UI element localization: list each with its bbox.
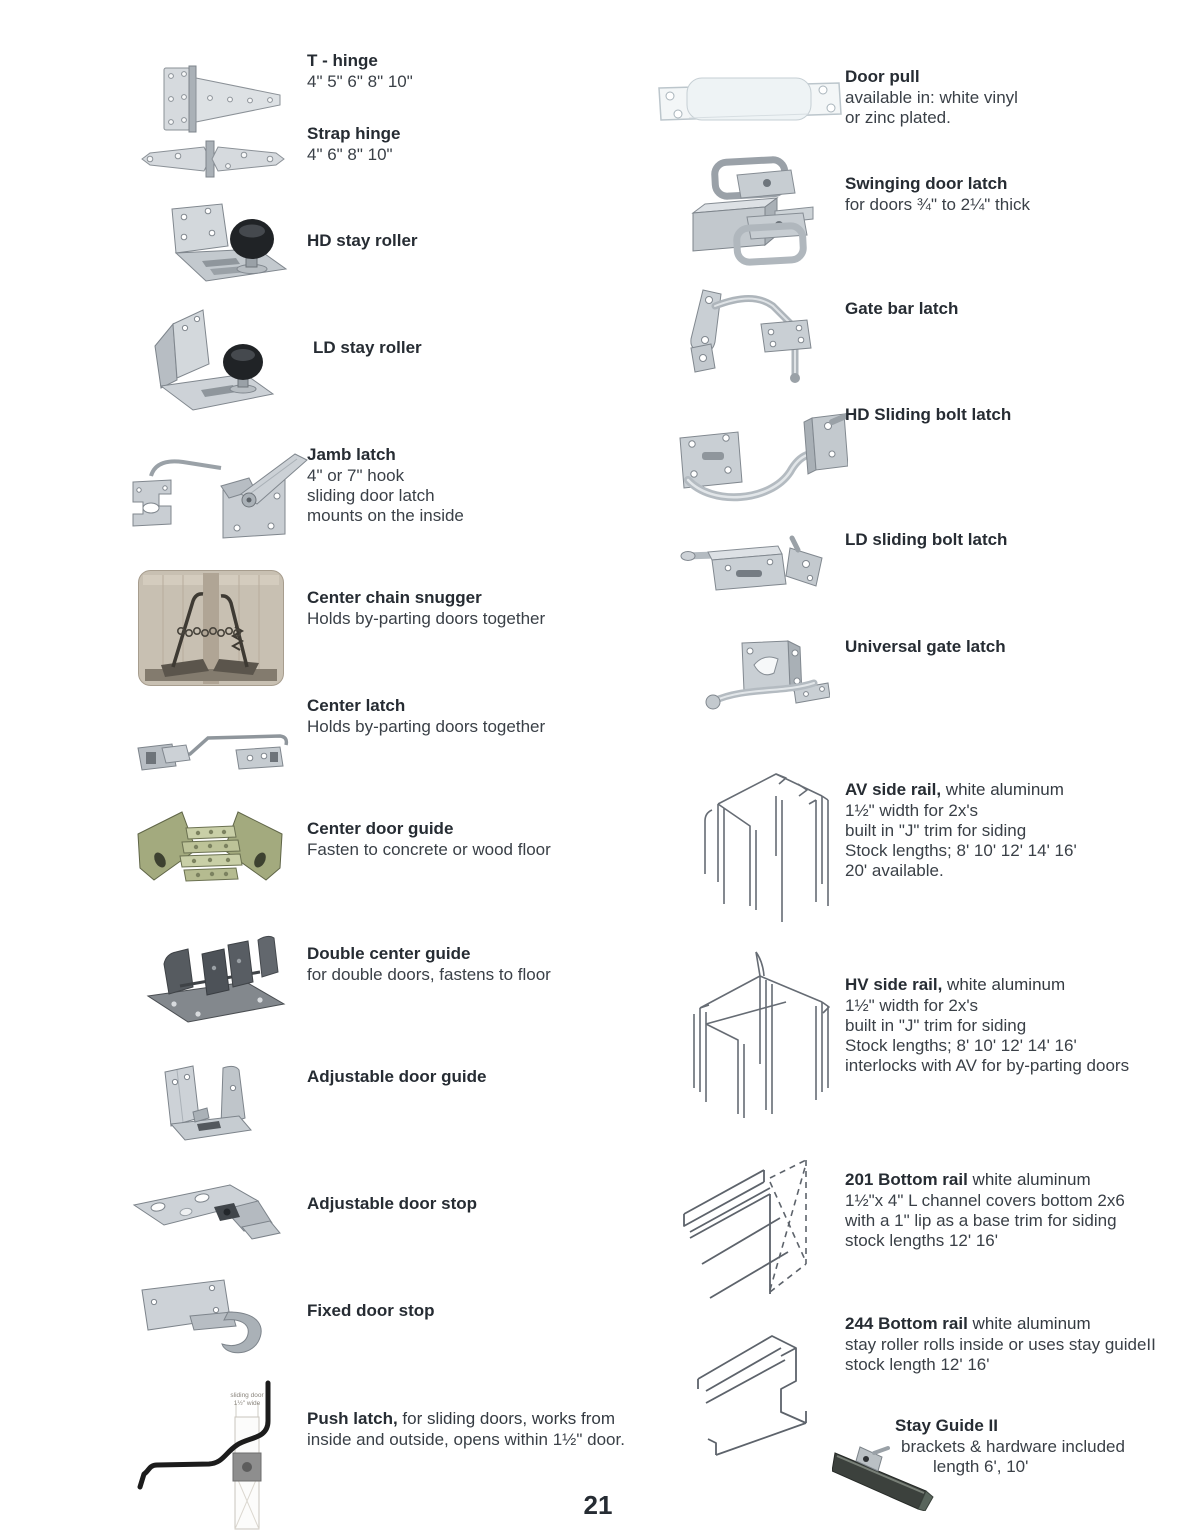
push-latch-illustration bbox=[135, 1379, 280, 1536]
item-line: Stock lengths; 8' 10' 12' 14' 16' bbox=[845, 1036, 1077, 1055]
center-chain-snugger-label bbox=[307, 587, 545, 629]
item-line: stock length 12' 16' bbox=[845, 1355, 990, 1374]
center-door-guide-image bbox=[130, 804, 290, 894]
diagram-label: sliding door bbox=[230, 1392, 264, 1399]
item-title: Universal gate latch bbox=[845, 637, 1006, 656]
jamb-latch-label bbox=[307, 444, 464, 526]
hd-stay-roller-illustration bbox=[150, 201, 290, 296]
item-title: T - hinge bbox=[307, 51, 378, 70]
item-line: available in: white vinyl bbox=[845, 88, 1018, 107]
universal-gate-latch-label bbox=[845, 636, 1006, 658]
gate-bar-latch-image bbox=[683, 286, 829, 394]
double-center-guide-image bbox=[140, 928, 290, 1030]
item-line: with a 1" lip as a base trim for siding bbox=[845, 1211, 1117, 1230]
strap-hinge-image bbox=[138, 138, 288, 180]
adjustable-door-guide-label bbox=[307, 1066, 486, 1088]
item-title: HD Sliding bolt latch bbox=[845, 405, 1012, 424]
item-title: 201 Bottom rail bbox=[845, 1170, 968, 1189]
fixed-door-stop-image bbox=[136, 1274, 282, 1360]
item-line: built in "J" trim for siding bbox=[845, 821, 1027, 840]
av-side-rail-image bbox=[690, 756, 830, 926]
item-title: Adjustable door stop bbox=[307, 1194, 477, 1213]
item-line: interlocks with AV for by-parting doors bbox=[845, 1056, 1130, 1075]
item-line: inside and outside, opens within 1½" door. bbox=[307, 1430, 625, 1449]
item-title: Stay Guide II bbox=[895, 1416, 998, 1435]
item-title: Center chain snugger bbox=[307, 588, 482, 607]
item-line: Holds by-parting doors together bbox=[307, 609, 546, 628]
item-title: LD stay roller bbox=[313, 338, 422, 357]
t-hinge-illustration bbox=[160, 64, 285, 134]
item-line: 1½" width for 2x's bbox=[845, 996, 979, 1015]
item-line: length 6', 10' bbox=[933, 1457, 1029, 1476]
center-latch-illustration bbox=[132, 716, 292, 771]
adjustable-door-guide-illustration bbox=[155, 1060, 255, 1150]
page-number: 21 bbox=[583, 1490, 613, 1520]
strap-hinge-illustration bbox=[138, 138, 288, 180]
hd-sliding-bolt-latch-label bbox=[845, 404, 1011, 426]
ld-sliding-bolt-latch-label bbox=[845, 529, 1007, 551]
universal-gate-latch-image bbox=[700, 639, 830, 721]
adjustable-door-stop-label bbox=[307, 1193, 477, 1215]
center-latch-image bbox=[132, 716, 292, 771]
item-title: Fixed door stop bbox=[307, 1301, 435, 1320]
item-line: built in "J" trim for siding bbox=[845, 1016, 1027, 1035]
item-title: Gate bar latch bbox=[845, 299, 959, 318]
hd-stay-roller-label bbox=[307, 230, 418, 252]
item-line: Holds by-parting doors together bbox=[307, 717, 546, 736]
av-side-rail-illustration bbox=[690, 756, 830, 926]
adjustable-door-stop-image bbox=[130, 1179, 285, 1245]
item-line: mounts on the inside bbox=[307, 506, 464, 525]
hv-side-rail-illustration bbox=[682, 946, 832, 1126]
hv-side-rail-label bbox=[845, 974, 1129, 1076]
item-title: HD stay roller bbox=[307, 231, 418, 250]
item-line: or zinc plated. bbox=[845, 108, 951, 127]
hv-side-rail-image bbox=[682, 946, 832, 1126]
push-latch-diagram bbox=[135, 1379, 280, 1536]
universal-gate-latch-illustration bbox=[700, 639, 830, 721]
item-title: LD sliding bolt latch bbox=[845, 530, 1008, 549]
center-latch-label bbox=[307, 695, 545, 737]
center-door-guide-label bbox=[307, 818, 551, 860]
strap-hinge-label bbox=[307, 123, 401, 165]
bottom-rail-244-label bbox=[845, 1313, 1156, 1375]
item-line: sliding door latch bbox=[307, 486, 435, 505]
center-chain-snugger-illustration bbox=[137, 569, 285, 687]
ld-sliding-bolt-latch-image bbox=[678, 534, 848, 596]
item-title: Center latch bbox=[307, 696, 406, 715]
double-center-guide-label bbox=[307, 943, 551, 985]
item-line: Stock lengths; 8' 10' 12' 14' 16' bbox=[845, 841, 1077, 860]
item-line: stay roller rolls inside or uses stay guideII bbox=[845, 1335, 1156, 1354]
adjustable-door-stop-illustration bbox=[130, 1179, 285, 1245]
item-title: Push latch, bbox=[307, 1409, 398, 1428]
ld-stay-roller-image bbox=[145, 306, 275, 414]
item-title-suffix: white aluminum bbox=[967, 1170, 1091, 1189]
item-line: 4" or 7" hook bbox=[307, 466, 405, 485]
item-line: 4" 6" 8" 10" bbox=[307, 145, 393, 164]
item-title: Center door guide bbox=[307, 819, 454, 838]
ld-stay-roller-label bbox=[313, 337, 422, 359]
item-title: HV side rail, bbox=[845, 975, 943, 994]
item-line: for doors ¾" to 2¼" thick bbox=[845, 195, 1030, 214]
adjustable-door-guide-image bbox=[155, 1060, 255, 1150]
hd-stay-roller-image bbox=[150, 201, 290, 296]
item-title-suffix: white aluminum bbox=[942, 975, 1066, 994]
hd-sliding-bolt-latch-illustration bbox=[668, 412, 848, 512]
center-chain-snugger-image bbox=[137, 569, 285, 687]
jamb-latch-image bbox=[125, 446, 310, 548]
center-door-guide-illustration bbox=[130, 804, 290, 894]
bottom-rail-201-image bbox=[678, 1148, 818, 1303]
bottom-rail-244-image bbox=[688, 1319, 830, 1459]
hd-sliding-bolt-latch-image bbox=[668, 412, 848, 512]
t-hinge-image bbox=[160, 64, 285, 134]
av-side-rail-label bbox=[845, 779, 1077, 881]
item-title: Double center guide bbox=[307, 944, 471, 963]
door-pull-image bbox=[653, 74, 845, 126]
double-center-guide-illustration bbox=[140, 928, 290, 1030]
swinging-door-latch-illustration bbox=[681, 155, 819, 267]
ld-stay-roller-illustration bbox=[145, 306, 275, 414]
item-title-suffix: white aluminum bbox=[941, 780, 1064, 799]
item-title: 244 Bottom rail bbox=[845, 1314, 968, 1333]
fixed-door-stop-illustration bbox=[136, 1274, 282, 1360]
gate-bar-latch-label bbox=[845, 298, 958, 320]
bottom-rail-201-illustration bbox=[678, 1148, 818, 1303]
item-title: Adjustable door guide bbox=[307, 1067, 487, 1086]
item-title: Door pull bbox=[845, 67, 920, 86]
swinging-door-latch-image bbox=[681, 155, 819, 267]
diagram-label: 1½" wide bbox=[233, 1400, 261, 1407]
fixed-door-stop-label bbox=[307, 1300, 435, 1322]
ld-sliding-bolt-latch-illustration bbox=[678, 534, 848, 596]
jamb-latch-illustration bbox=[125, 446, 310, 548]
item-line: 1½" width for 2x's bbox=[845, 801, 979, 820]
gate-bar-latch-illustration bbox=[683, 286, 829, 394]
item-title: AV side rail, bbox=[845, 780, 942, 799]
bottom-rail-201-label bbox=[845, 1169, 1125, 1251]
t-hinge-label bbox=[307, 50, 413, 92]
item-title: Strap hinge bbox=[307, 124, 401, 143]
item-title-suffix: white aluminum bbox=[967, 1314, 1091, 1333]
item-line: 4" 5" 6" 8" 10" bbox=[307, 72, 413, 91]
item-title: Jamb latch bbox=[307, 445, 396, 464]
door-pull-label bbox=[845, 66, 1018, 128]
stay-guide-label bbox=[895, 1415, 1125, 1477]
bottom-rail-244-illustration bbox=[688, 1319, 830, 1459]
item-line: stock lengths 12' 16' bbox=[845, 1231, 998, 1250]
item-title-suffix: for sliding doors, works from bbox=[397, 1409, 615, 1428]
item-line: Fasten to concrete or wood floor bbox=[307, 840, 551, 859]
swinging-door-latch-label bbox=[845, 173, 1030, 215]
item-line: for double doors, fastens to floor bbox=[307, 965, 551, 984]
item-line: 1½"x 4" L channel covers bottom 2x6 bbox=[845, 1191, 1125, 1210]
item-line: brackets & hardware included bbox=[901, 1437, 1125, 1456]
door-pull-illustration bbox=[653, 74, 845, 126]
item-line: 20' available. bbox=[845, 861, 944, 880]
item-title: Swinging door latch bbox=[845, 174, 1008, 193]
push-latch-label bbox=[307, 1408, 625, 1450]
